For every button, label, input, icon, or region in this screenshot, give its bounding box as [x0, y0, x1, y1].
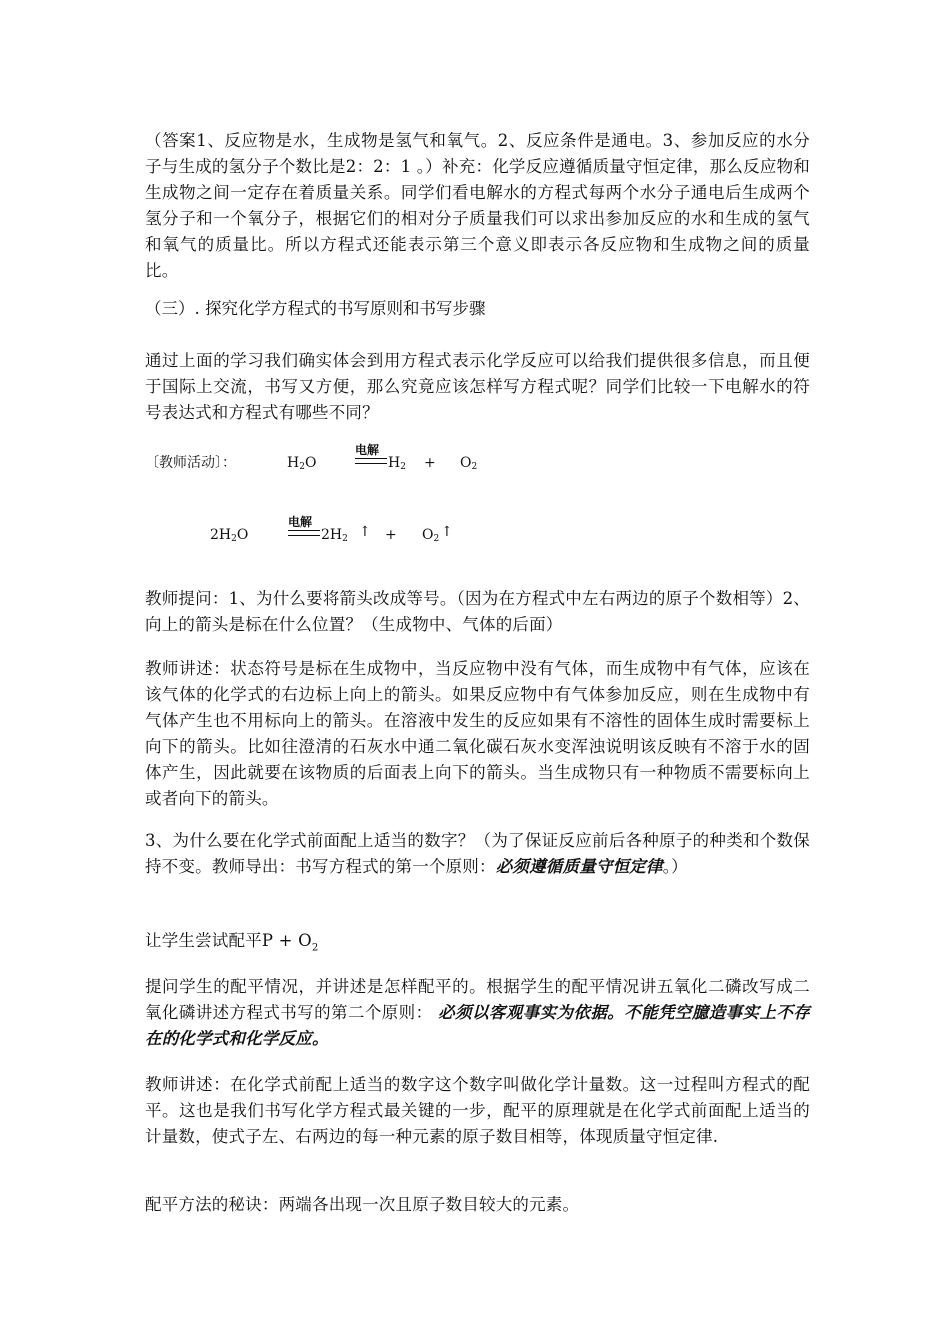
eq1-plus: + — [424, 455, 436, 471]
section-heading: （三）. 探究化学方程式的书写原则和书写步骤 — [145, 299, 486, 318]
eq2-product-h2: $2H_2$ — [321, 527, 348, 544]
paragraph-second-principle: 提问学生的配平情况，并讲述是怎样配平的。根据学生的配平情况讲五氧化二磷改写成二氧化磷讲述方程式书写的第二个原则： 必须以客观事实为依据。不能凭空臆造事实上不存在的化学式和化学反应。 — [145, 977, 810, 1048]
eq1-reactant: $H_2O$ — [287, 455, 317, 472]
paragraph-balance-exercise: 让学生尝试配平$P + O_2$ — [145, 931, 319, 954]
paragraph-tip: 配平方法的秘诀：两端各出现一次且原子数目较大的元素。 — [145, 1195, 580, 1214]
eq1-double-line — [355, 458, 387, 464]
eq2-product-o2: $O_2$ — [422, 527, 440, 544]
eq1-product-o2: $O_2$ — [460, 455, 478, 472]
gas-up-arrow: ↑ — [359, 524, 371, 540]
paragraph-intro: 通过上面的学习我们确实体会到用方程式表示化学反应可以给我们提供很多信息，而且便于国际上交流，书写又方便，那么究竟应该怎样写方程式呢？同学们比较一下电解水的符号表达式和方程式有哪些不同？ — [145, 351, 810, 422]
eq2-double-line — [288, 530, 320, 536]
eq2-condition: 电解 — [288, 515, 313, 529]
eq2-reactant: $2H_2O$ — [210, 527, 249, 544]
first-principle-emphasis: 必须遵循质量守恒定律 — [495, 857, 663, 876]
paragraph-first-principle: 3、为什么要在化学式前面配上适当的数字？（为了保证反应前后各种原子的种类和个数保持不变。教师导出：书写方程式的第一个原则：必须遵循质量守恒定律。） — [145, 831, 810, 876]
eq2-plus: + — [385, 527, 397, 543]
eq1-product-h2: $H_2$ — [388, 455, 406, 472]
paragraph-answer: （答案1、反应物是水，生成物是氢气和氧气。2、反应条件是通电。3、参加反应的水分子与生成的氢分子个数比是2：2：1 。）补充：化学反应遵循质量守恒定律，那么反应物和生成物之间一定存在着质量关系。同学们看电解水的方程式每两个水分子通电后生成两个氢分子和一个氧分子，根据它们的相对分子质量我们可以求出参加反应的水和生成的氢气和氧气的质量比。所以方程式还能表示第三个意义即表示各反应物和生成物之间的质量比。 — [145, 131, 810, 280]
second-principle-emphasis: 必须以客观事实为依据。不能凭空臆造事实上不存在的化学式和化学反应。 — [145, 1003, 810, 1048]
eq1-condition: 电解 — [355, 443, 380, 457]
paragraph-balancing: 教师讲述：在化学式前配上适当的数字这个数字叫做化学计量数。这一过程叫方程式的配平。这也是我们书写化学方程式最关键的一步，配平的原理就是在化学式前面配上适当的计量数，使式子左、右两边的每一种元素的原子数目相等，体现质量守恒定律. — [145, 1075, 810, 1146]
teacher-activity-label: 〔教师活动〕： — [145, 455, 236, 471]
gas-up-arrow: ↑ — [441, 524, 453, 540]
paragraph-state-symbols: 教师讲述：状态符号是标在生成物中，当反应物中没有气体，而生成物中有气体，应该在该气体的化学式的右边标上向上的箭头。如果反应物中有气体参加反应，则在生成物中有气体产生也不用标向上的箭头。在溶液中发生的反应如果有不溶性的固体生成时需要标上向下的箭头。比如往澄清的石灰水中通二氧化碳石灰水变浑浊说明该反映有不溶于水的固体产生，因此就要在该物质的后面表上向下的箭头。当生成物只有一种物质不需要标向上或者向下的箭头。 — [145, 659, 810, 808]
paragraph-teacher-question: 教师提问：1、为什么要将箭头改成等号。（因为在方程式中左右两边的原子个数相等）2、向上的箭头是标在什么位置？（生成物中、气体的后面） — [145, 589, 810, 634]
